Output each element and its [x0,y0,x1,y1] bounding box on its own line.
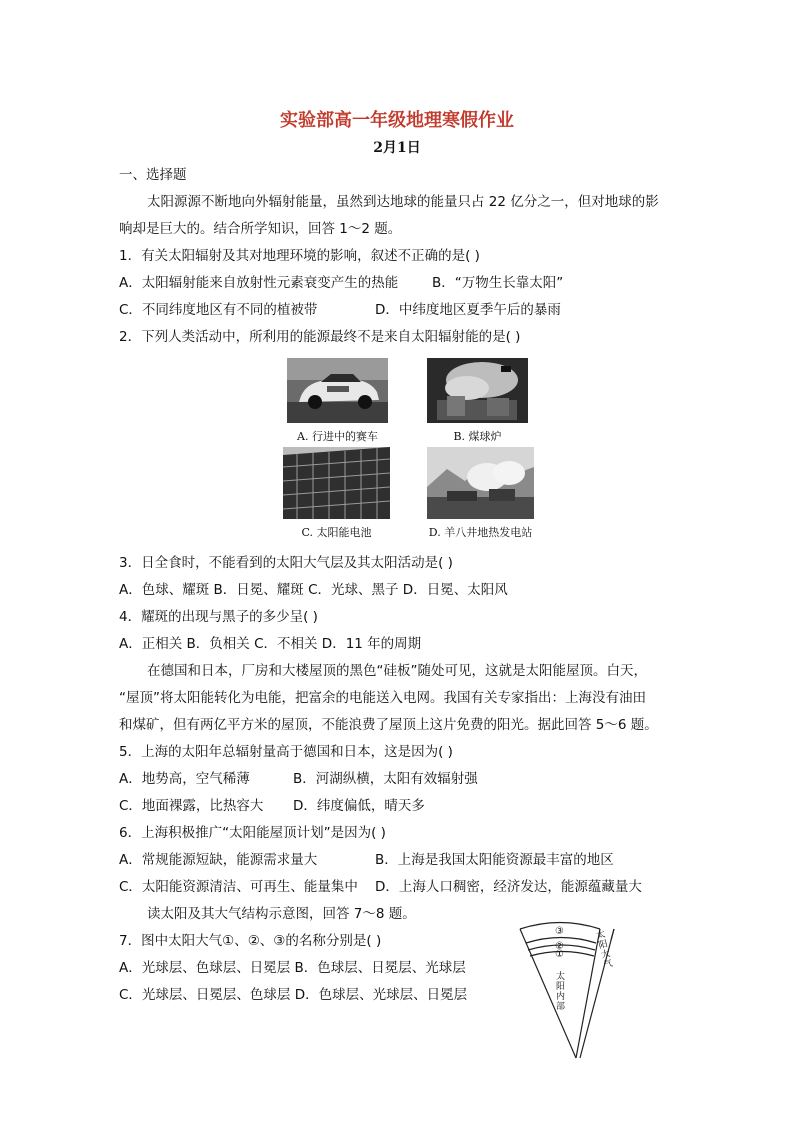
passage-1-line-1: 太阳源源不断地向外辐射能量，虽然到达地球的能量只占 22 亿分之一，但对地球的影 [147,194,659,210]
q7-options-row-2[interactable]: C．光球层、日冕层、色球层 D．色球层、光球层、日冕层 [119,987,468,1003]
q6-option-a[interactable]: A．常规能源短缺，能源需求量大 [119,852,318,868]
layer-3-label: ③ [555,926,564,937]
q5-stem: 5．上海的太阳年总辐射量高于德国和日本，这是因为( ) [119,744,453,760]
layer-2-label: ② [555,941,564,952]
q6-option-d[interactable]: D．上海人口稠密，经济发达，能源蕴藏量大 [375,879,642,895]
q6-stem: 6．上海积极推广“太阳能屋顶计划”是因为( ) [119,825,386,841]
sun-structure-diagram [518,916,618,1064]
sun-interior-label: 太阳内部 [556,972,566,1012]
q2-stem: 2．下列人类活动中，所利用的能源最终不是来自太阳辐射能的是( ) [119,329,521,345]
q5-option-c[interactable]: C．地面裸露，比热容大 [119,798,264,814]
passage-2-line-2: “屋顶”将太阳能转化为电能，把富余的电能送入电网。我国有关专家指出：上海没有油田 [119,690,646,706]
layer-1-label: ① [555,949,564,960]
caption-b: B. 煤球炉 [453,430,502,443]
q4-options[interactable]: A．正相关 B．负相关 C．不相关 D．11 年的周期 [119,636,422,652]
document-title: 实验部高一年级地理寒假作业 [280,110,514,131]
q3-options[interactable]: A．色球、耀斑 B．日冕、耀斑 C．光球、黑子 D．日冕、太阳风 [119,582,508,598]
solar-panel-photo [283,447,390,519]
passage-3: 读太阳及其大气结构示意图，回答 7～8 题。 [147,906,416,922]
coal-stove-photo [427,358,528,423]
q6-option-c[interactable]: C．太阳能资源清洁、可再生、能量集中 [119,879,358,895]
passage-1-line-2: 响却是巨大的。结合所学知识，回答 1～2 题。 [119,221,402,237]
q5-option-b[interactable]: B．河湖纵横，太阳有效辐射强 [293,771,478,787]
q1-option-b[interactable]: B．“万物生长靠太阳” [432,275,564,291]
passage-2-line-3: 和煤矿，但有两亿平方米的屋顶，不能浪费了屋顶上这片免费的阳光。据此回答 5～6 题。 [119,717,658,733]
q1-stem: 1．有关太阳辐射及其对地理环境的影响，叙述不正确的是( ) [119,248,480,264]
caption-d: D. 羊八井地热发电站 [428,526,533,539]
q3-stem: 3．日全食时，不能看到的太阳大气层及其太阳活动是( ) [119,555,453,571]
q7-options-row-1[interactable]: A．光球层、色球层、日冕层 B．色球层、日冕层、光球层 [119,960,466,976]
q5-option-a[interactable]: A．地势高，空气稀薄 [119,771,250,787]
q6-option-b[interactable]: B．上海是我国太阳能资源最丰富的地区 [375,852,614,868]
sun-atmosphere-label: 太阳大气 [595,929,614,971]
race-car-photo [287,358,388,423]
geothermal-plant-photo [427,447,534,519]
section-heading: 一、选择题 [119,167,187,183]
caption-c: C. 太阳能电池 [301,526,372,539]
passage-2-line-1: 在德国和日本，厂房和大楼屋顶的黑色“硅板”随处可见，这就是太阳能屋顶。白天， [147,663,647,679]
document-date: 2月1日 [373,140,421,156]
caption-a: A. 行进中的赛车 [297,430,378,443]
q1-option-d[interactable]: D．中纬度地区夏季午后的暴雨 [375,302,561,318]
q1-option-a[interactable]: A．太阳辐射能来自放射性元素衰变产生的热能 [119,275,399,291]
q5-option-d[interactable]: D．纬度偏低，晴天多 [293,798,425,814]
q7-stem: 7．图中太阳大气①、②、③的名称分别是( ) [119,933,382,949]
q4-stem: 4．耀斑的出现与黑子的多少呈( ) [119,609,318,625]
q1-option-c[interactable]: C．不同纬度地区有不同的植被带 [119,302,318,318]
